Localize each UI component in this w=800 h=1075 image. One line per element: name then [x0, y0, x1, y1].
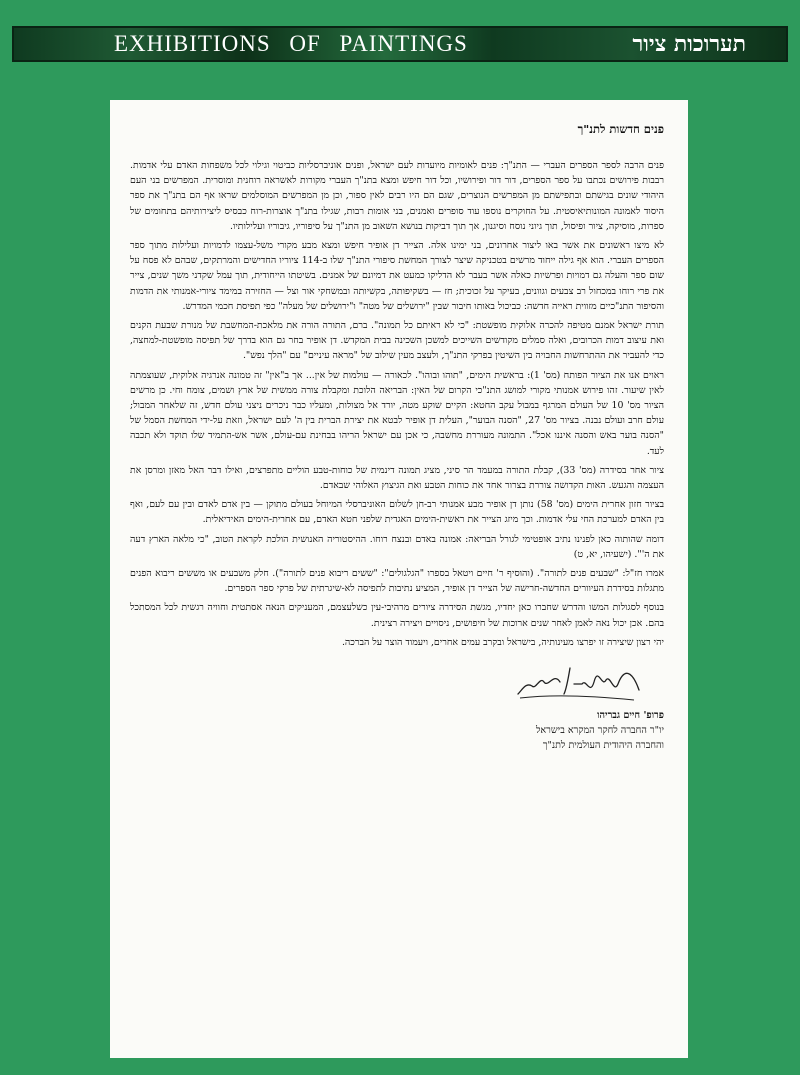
paragraph: בנוסף לסגולות המשו והדרש שחברו כאן יחדיו, מגשת הסידרה ציורים מרהיבי-עין כשלעצמם, המעניקים הנאה אסתטית וחוויה רגשית לכל המסתכל בהם. אכן יכול נאה לאמן לאחר שנים ארוכות של חיפושים, ניסויים ויצירה רצינית. — [130, 602, 664, 629]
paragraph: אמרו חז"ל: "שבעים פנים לתורה". (והוסיף ר' חיים ויטאל בספרו "הגלגולים": "ששים ריבוא פנים לתורה"). חלק משבעים או מששים ריבוא הפנים מתגלות בסידרת העיוורים החדשה-חרישה של הצייר דן אופיר, המציע נתיבות לתפיסה לא-שיגרתית של פרקי ספר הספרים. — [130, 568, 664, 595]
signatory-name: פרופ' חיים גבריהו — [597, 710, 664, 722]
banner-english-title: EXHIBITIONS OF PAINTINGS — [114, 31, 468, 56]
paragraph: לא מיצו ראשונים את אשר באו ליצור אחרונים, בני ימינו אלה. הצייר דן אופיר חיפש ומצא מבע מקורי משל-עצמו לדמויות ועלילות מתוך ספר הספרים העברי. הוא אף גילה ייחוד מרשים בטכניקה שיצר לצורך המחשת סיפורי התנ"ך שלו ב-114 ציוריו החדישים והמרתקים, שבהם לא פסח על שום ספר והעלה גם דמויות ופרשיות כאלה אשר בעבר לא הדליקו כמעט את דמיונם של אמנים. בשיטתו הייחודית, תוך עמל שקדני משך שנים, צייר את פרי רוחו במכחול רב צבעים וגוונים, בעיקר על זכוכית; חז — בשקיפותה, בקשיותה ובמשחקי אור וצל — החזירה במימד ציורי-אמנותי את הדמות והסיפור התנ"כיים מזווית ראייה חדשה: כביכול באותו חיבור שבין "ירושלים של מטה" ו"ירושלים של מעלה" כפי תפיסת חכמי המדרש. — [130, 240, 664, 312]
paragraph: בציור חזון אחרית הימים (מס' 58) נותן דן אופיר מבע אמנותי רב-חן לשלום האוניברסלי המיוחל בעולם מתוקן — בין אדם לאדם ובין עם לעם, ואף בין האדם למערכת החי עלי אדמות. וכך מיזג הצייר את ראשית-הימים האגדית שלפני חטא האדם, עם אחרית-הימים האידיאלית. — [130, 499, 664, 526]
document-title: פנים חדשות לתנ"ך — [577, 122, 664, 136]
handwritten-signature — [130, 660, 664, 706]
exhibitions-banner — [12, 26, 788, 62]
banner-hebrew-title: תערוכות ציור — [632, 31, 746, 57]
signature-block — [130, 708, 664, 753]
paragraph: ראוים אנו את הציור הפותח (מס' 1): בראשית הימים, "תוהו ובוהו". לכאורה — עולמות של אין... אך ב"אין" זה טמונה אנרגיה אלוקית, שעוצמתה לאין שיעור. זהו פירוש אמנותי מקורי למושג התנ"כי הקרום של האין: הבריאה הלוכת ומקבלת צורה ממשית של ארץ ושמים, צומח וחי. כן מרשים הציור מס' 10 של העולם המרגף במבול עקב החטא: הקיים שוקע מטה, יורד אל מצולות, ומעליו כבר ניכרים ניצני עולם חדש, זה שלאחר המבול; עולם חרב ועולם נבנה. בציור מס' 27, "הסנה הבוער", העלית דן אופיר לבטא את יצירת הברית בין ה' לעם ישראל, וזאת על-ידי המחשת הסמל של "הסנה בוער באש והסנה איננו אכל". התמונה מעוררת מחשבה, כי אכן עם ישראל הריהו בבחינת עם-עולם, אשר אש-התמיד שלו תוקד ולא תכבה לעד. — [130, 369, 664, 457]
signatory-role-line: יו"ר החברה לחקר המקרא בישראל — [535, 725, 664, 737]
signatory-role-line: והחברה היהודית העולמית לתנ"ך — [542, 740, 664, 752]
paragraph: תורת ישראל אמנם מטיפה להכרה אלוקית מופשטת: "כי לא ראיתם כל תמונה". ברם, התורה הורה את מלאכת-המחשבת של מנורת שבעת הקנים ואת עיצוב דמות הכרובים, ואלה סמלים מקודשים השייכים למשכן השכינה בבית המקדש. דן אופיר בחר גם הוא בדרך של תפיסה מופשטת-למחצה, כדי להעביר את ההתרחשות החבויה בין השיטין בפרקי התנ"ך, ולעצב מעין שילוב של "מראה עיניים" עם "הלך נפש". — [130, 320, 664, 362]
paragraph: ציור אחר בסידרה (מס' 33), קבלת התורה במעמד הר סיני, מציג תמונה דינמית של כוחות-טבע הוליים מתפרצים, ואילו דבר האל מאזן ומרסן את העצמה והגעש. האות הקדושה צוררת בצרור אחד את כוחות הטבע ואת הגיצוץ האלוהי שבאדם. — [130, 464, 665, 492]
letter-page — [110, 100, 688, 1058]
paragraph: יהי רצון שיצירה זו יפרצו מעינותיה, בישראל ובקרב עמים אחרים, ויעמוד הוצר על הברכה. — [341, 636, 664, 648]
paragraph: פנים הרבה לספר הספרים העברי — התנ"ך: פנים לאומיות מיועדות לעם ישראל, ופנים אוניברסליות כביטוי וגילוי לכל משפחות האדם עלי אדמות. רבבות פירושים נכתבו על ספר הספרים, דור דור ופירושיו, וכל דור חיפש ומצא בתנ"ך העברי מקורות לאשראה רוחנית ומוסרית. המפרשים בני העם היהודי שונים בגישתם ובתפישתם מן המפרשים הנוצרים, שגם הם היו רבים לאין ספור, וכן מן המפרשים המוסלמים שראו אף הם בתנ"ך את ספר היסוד לאמונה המונותיאיסטית. על החוקרים נוספו עוד סופרים ואמנים, בני אומות רבות, שגילו בתנ"ך אוצרות-רוח כבסיס ליצירותיהם בתחומים של ספרות, מוסיקה, ציור ופיסול, תוך גיוני נוסח וסיגנון, אך תוך דביקות בנושא השאוב מן התנ"ך על סיפוריו, גיבוריו ועלילותיו. — [130, 160, 664, 232]
paragraph: דומה שהותוה כאן לפנינו נתיב אופטימי לגורל הבריאה: אמונה באדם ובנצח רוחו. ההיסטוריה האנושית הולכת לקראת הטוב, "כי מלאה הארץ דעה את ה'". (ישעיהו, יא, ט) — [130, 533, 664, 560]
